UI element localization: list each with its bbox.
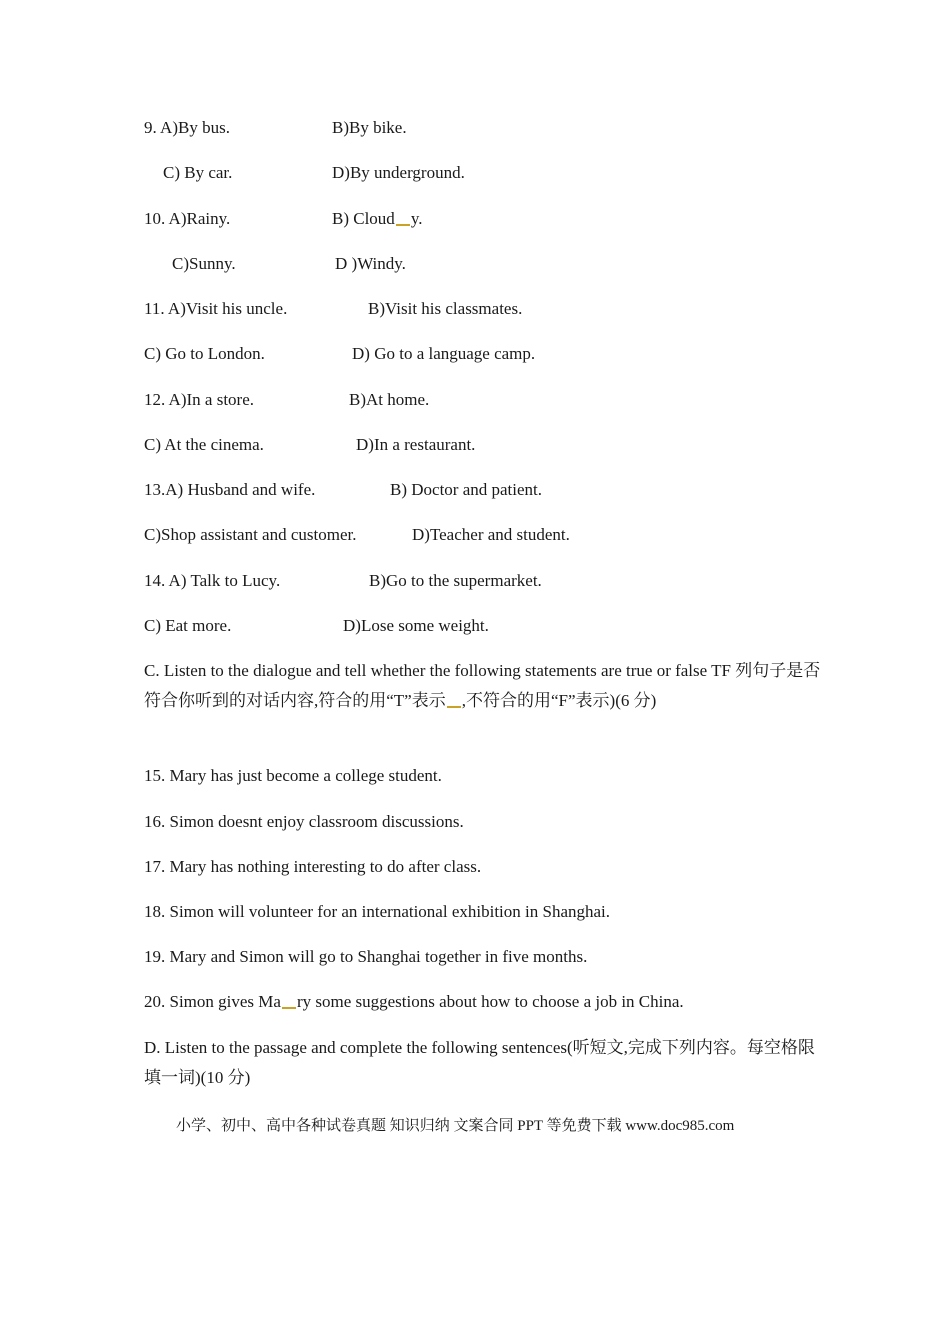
section-c-text-part2: ,不符合的用“F”表示)(6 分) <box>461 691 657 710</box>
q10-option-c: C)Sunny. <box>172 254 236 273</box>
q9-option-d: D)By underground. <box>332 163 465 182</box>
statement-16: 16. Simon doesnt enjoy classroom discussions. <box>144 812 464 831</box>
statement-20-part1: 20. Simon gives Ma <box>144 992 281 1011</box>
statement-19: 19. Mary and Simon will go to Shanghai together in five months. <box>144 947 588 966</box>
q12-option-d: D)In a restaurant. <box>356 435 476 454</box>
section-d-instructions: D. Listen to the passage and complete the following sentences(听短文,完成下列内容。每空格限填一词)(10 分) <box>144 1038 815 1087</box>
q9-option-a: 9. A)By bus. <box>144 118 230 137</box>
q10-option-b-part2: y. <box>410 209 423 228</box>
q14-option-c: C) Eat more. <box>144 616 232 635</box>
statement-18: 18. Simon will volunteer for an international exhibition in Shanghai. <box>144 902 611 921</box>
statement-20-part2: ry some suggestions about how to choose a job in China. <box>296 992 684 1011</box>
section-c-text-part1: C. Listen to the dialogue and tell whether the following statements are true or false TF 列句子是否符合你听到的对话内容,符合的用“T”表示 <box>144 661 821 710</box>
statement-20 <box>144 991 684 1013</box>
q11-option-a: 11. A)Visit his uncle. <box>144 299 288 318</box>
q13-option-c: C)Shop assistant and customer. <box>144 525 357 544</box>
q10-option-d: D )Windy. <box>335 254 406 273</box>
highlight-mark <box>282 1007 296 1009</box>
highlight-mark <box>447 706 461 708</box>
highlight-mark <box>396 224 410 226</box>
q11-option-d: D) Go to a language camp. <box>352 344 536 363</box>
q12-option-b: B)At home. <box>349 390 430 409</box>
q10-option-b-part1: B) Cloud <box>332 209 395 228</box>
q13-option-a: 13.A) Husband and wife. <box>144 480 316 499</box>
q11-option-c: C) Go to London. <box>144 344 265 363</box>
q14-option-d: D)Lose some weight. <box>343 616 489 635</box>
statement-15: 15. Mary has just become a college student. <box>144 766 442 785</box>
q12-option-a: 12. A)In a store. <box>144 390 255 409</box>
q9-option-b: B)By bike. <box>332 118 407 137</box>
q13-option-d: D)Teacher and student. <box>412 525 570 544</box>
section-c-instructions <box>144 656 824 716</box>
page-footer: 小学、初中、高中各种试卷真题 知识归纳 文案合同 PPT 等免费下载 www.doc985.com <box>176 1118 735 1134</box>
q13-option-b: B) Doctor and patient. <box>390 480 543 499</box>
q14-option-a: 14. A) Talk to Lucy. <box>144 571 281 590</box>
q12-option-c: C) At the cinema. <box>144 435 264 454</box>
q10-option-a: 10. A)Rainy. <box>144 209 231 228</box>
q10-option-b <box>332 208 422 230</box>
q11-option-b: B)Visit his classmates. <box>368 299 523 318</box>
q9-option-c: C) By car. <box>163 163 233 182</box>
q14-option-b: B)Go to the supermarket. <box>369 571 542 590</box>
statement-17: 17. Mary has nothing interesting to do after class. <box>144 857 482 876</box>
